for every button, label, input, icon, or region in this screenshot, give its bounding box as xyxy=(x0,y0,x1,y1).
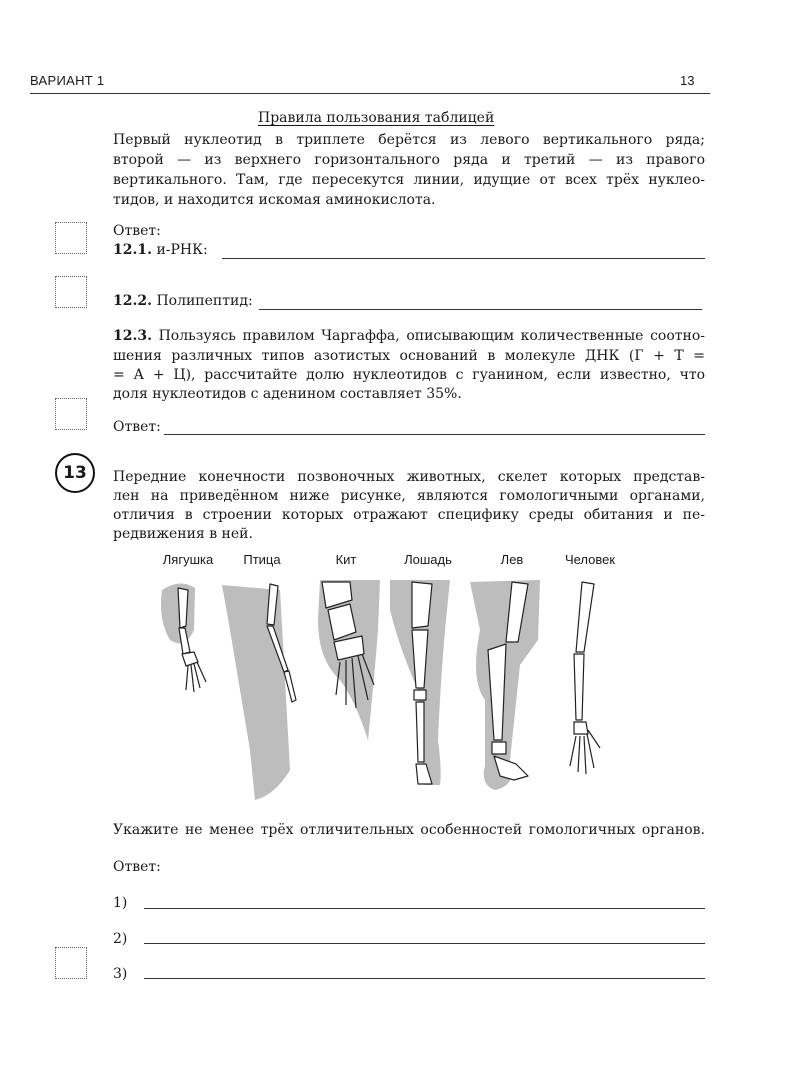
figure-label-human: Человек xyxy=(564,552,616,567)
figure-label-horse: Лошадь xyxy=(404,552,452,567)
item-12-3-number: 12.3. xyxy=(113,328,152,344)
answer-line-12-3[interactable] xyxy=(164,434,705,435)
frog-carpals xyxy=(182,652,198,666)
item-12-3-text-1: Пользуясь правилом Чаргаффа, описывающим количественные соотно- xyxy=(158,328,705,344)
rules-line-2: второй — из верхнего горизонтального ряда и третий — из правого xyxy=(113,152,705,168)
variant-label: ВАРИАНТ 1 xyxy=(30,73,105,88)
answer-box-12-1[interactable] xyxy=(55,222,87,254)
q13-answer-item-3: 3) xyxy=(113,966,128,982)
answer-box-12-3[interactable] xyxy=(55,398,87,430)
horse-carpals xyxy=(414,690,426,700)
figure-label-frog: Лягушка xyxy=(162,552,214,567)
bird-silhouette xyxy=(222,585,290,800)
answer-label-12: Ответ: xyxy=(113,223,161,239)
horse-humerus xyxy=(412,582,432,628)
q13-answer-item-1: 1) xyxy=(113,895,128,911)
q13-answer-item-2: 2) xyxy=(113,931,128,947)
item-12-1-number: 12.1. xyxy=(113,242,152,258)
q13-line-2: лен на приведённом ниже рисунке, являются гомологичными органами, xyxy=(113,488,705,504)
q13-answer-line-2[interactable] xyxy=(144,943,705,944)
q13-line-1: Передние конечности позвоночных животных, скелет которых представ- xyxy=(113,469,705,485)
rules-line-4: тидов, и находится искомая аминокислота. xyxy=(113,192,436,208)
answer-box-12-2[interactable] xyxy=(55,276,87,308)
answer-box-13[interactable] xyxy=(55,947,87,979)
frog-humerus xyxy=(178,588,188,628)
item-12-3-line-3: = А + Ц), рассчитайте долю нуклеотидов с гуанином, если известно, что xyxy=(113,367,705,383)
item-12-3-line-4: доля нуклеотидов с аденином составляет 35%. xyxy=(113,386,462,402)
item-12-3-line-2: шения различных типов азотистых оснований в молекуле ДНК (Г + Т = xyxy=(113,348,705,364)
item-12-1 xyxy=(113,241,208,261)
figure-label-lion: Лев xyxy=(500,552,524,567)
forelimb-skeletons-figure xyxy=(150,570,620,810)
q13-line-4: редвижения в ней. xyxy=(113,526,253,542)
question-number-13: 13 xyxy=(55,453,95,493)
item-12-3-line-1 xyxy=(113,327,705,347)
lion-carpals xyxy=(492,742,506,754)
human-digits xyxy=(570,730,600,774)
human-humerus xyxy=(576,582,594,652)
item-12-2-label: Полипептид: xyxy=(156,293,253,309)
q13-task: Укажите не менее трёх отличительных особенностей гомологичных органов. xyxy=(113,822,705,838)
rules-title: Правила пользования таблицей xyxy=(258,110,495,126)
answer-line-12-1[interactable] xyxy=(222,258,705,259)
q13-answer-line-1[interactable] xyxy=(144,908,705,909)
human-forearm xyxy=(574,654,584,720)
figure-label-whale: Кит xyxy=(335,552,357,567)
q13-answer-line-3[interactable] xyxy=(144,978,705,979)
q13-answer-label: Ответ: xyxy=(113,859,161,875)
figure-label-bird: Птица xyxy=(243,552,281,567)
rules-line-1: Первый нуклеотид в триплете берётся из левого вертикального ряда; xyxy=(113,132,705,148)
page-number: 13 xyxy=(680,73,695,88)
item-12-2-number: 12.2. xyxy=(113,293,152,309)
rules-line-3: вертикального. Там, где пересекутся линии, идущие от всех трёх нуклео- xyxy=(113,172,705,188)
frog-digits xyxy=(186,662,206,692)
answer-label-12-3: Ответ: xyxy=(113,419,161,435)
human-carpals xyxy=(574,722,588,734)
horse-cannon xyxy=(416,702,424,762)
answer-line-12-2[interactable] xyxy=(259,309,702,310)
item-12-2 xyxy=(113,292,253,312)
header-divider xyxy=(30,93,710,94)
lion-silhouette xyxy=(470,580,540,790)
q13-line-3: отличия в строении которых отражают специфику среды обитания и пе- xyxy=(113,507,705,523)
item-12-1-label: и-РНК: xyxy=(156,242,208,258)
